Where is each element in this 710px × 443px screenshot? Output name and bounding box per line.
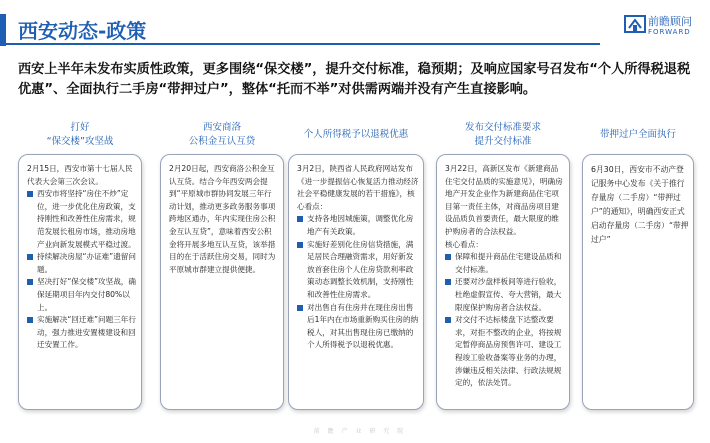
column-title-line: 西安商洛 [202, 122, 241, 133]
column-title [582, 118, 694, 152]
column-title-line: “保交楼”攻坚战 [46, 136, 114, 147]
policy-card [18, 154, 142, 410]
logo-icon [624, 12, 646, 34]
policy-column [436, 118, 570, 414]
policy-column [288, 118, 424, 414]
policy-column [18, 118, 142, 414]
title-block [0, 14, 490, 46]
card-bullet: 对出售自有住房并在现住房出售后1年内在市场重新购买住房的纳税人，对其出售现住房已缴纳的个人所得税予以退税优惠。 [297, 302, 419, 352]
summary-text: 西安上半年未发布实质性政策，更多围绕“保交楼”，提升交付标准，稳预期；及响应国家号召发布“个人所得税退税优惠”、全面执行二手房“带押过户”，整体“托而不举”对供需两端并没有产生直接影响。 [18, 62, 691, 97]
card-bullet: 还要对沙盘样板间等进行验收，杜绝虚假宣传、夸大营销，最大限度保护购房者合法权益。 [445, 276, 565, 314]
card-bullet: 持续解决房屋“办证难”遗留问题。 [27, 251, 137, 276]
card-bullet: 支持各地因城施策，调整优化房地产有关政策。 [297, 213, 419, 238]
column-title-line: 公积金互认互贷 [188, 136, 256, 147]
card-body [445, 163, 565, 390]
company-logo [624, 10, 704, 48]
card-body [297, 163, 419, 352]
header [0, 8, 710, 48]
footer-watermark: 前 瞻 产 业 研 究 院 [313, 428, 407, 435]
card-bullet: 对交付不达标楼盘下达整改要求，对拒不整改的企业，将按规定暂停商品房预售许可、建设工程竣工验收备案等业务的办理，涉嫌违反相关法律、行政法规规定的，依法处罚。 [445, 314, 565, 390]
policy-card [160, 154, 284, 410]
column-title-line: 提升交付标准 [474, 136, 532, 147]
policy-card [582, 154, 694, 410]
logo-text-cn: 前瞻顾问 [648, 15, 692, 28]
card-body [27, 163, 137, 352]
policy-card [436, 154, 570, 410]
column-title [288, 118, 424, 152]
column-title-line: 个人所得税予以退税优惠 [303, 129, 409, 140]
column-title-line: 发布交付标准要求 [464, 122, 541, 133]
card-bullet: 坚决打好“保交楼”攻坚战，确保延期项目年内交付80%以上。 [27, 276, 137, 314]
policy-column [160, 118, 284, 414]
column-title-line: 带押过户全面执行 [599, 129, 676, 140]
card-paragraph: 2月15日，西安市第十七届人民代表大会第三次会议。 [27, 164, 133, 186]
card-bullet: 实施好差别化住房信贷措施，满足居民合理融资需求，用好新发放首套住房个人住房贷款利率政策动态调整长效机制，支持刚性和改善性住房需求。 [297, 239, 419, 302]
card-bullet: 实施解决“回迁难”问题三年行动，强力推进安置楼建设和回迁安置工作。 [27, 314, 137, 352]
card-paragraph: 6月30日，西安市不动产登记服务中心发布《关于推行存量房（二手房）“带押过户”的通知》，明确西安正式启动存量房（二手房）“带押过户” [591, 165, 689, 244]
card-paragraph: 3月2日，陕西省人民政府网站发布《进一步提振信心恢复活力推动经济社会平稳健康发展的若干措施》，核心看点： [297, 164, 419, 211]
logo-text-en: FORWARD [648, 28, 691, 36]
card-body [169, 163, 279, 276]
card-body [591, 163, 689, 247]
card-bullet: 西安市将坚持“房住不炒”定位，进一步优化住房政策，支持刚性和改善性住房需求，规范发展长租房市场，推动房地产业向新发展模式平稳过渡。 [27, 188, 137, 251]
page-title: 西安动态-政策 [18, 19, 147, 43]
column-title [18, 118, 142, 152]
title-accent-bar [0, 14, 6, 46]
column-title [436, 118, 570, 152]
card-paragraph: 2月20日起，西安商洛公积金互认互贷。结合今年西安两会提到“平原城市群协同发展三年行动计划，推动更多政务服务事项跨地区通办，年内实现住房公积金互认互贷”，意味着西安公积金将开展多地互认互贷，该举措目的在于活跃住房交易，同时为平原城市群建立提供便捷。 [169, 164, 276, 274]
column-title-line: 打好 [70, 122, 90, 133]
column-title [160, 118, 284, 152]
card-bullet: 保障和提升商品住宅建设品质和交付标准。 [445, 251, 565, 276]
title-underline [0, 43, 600, 45]
card-paragraph: 核心看点： [445, 239, 483, 249]
policy-card [288, 154, 424, 410]
card-paragraph: 3月22日，高新区发布《新建商品住宅交付品质的实施意见》，明确房地产开发企业作为新建商品住宅项目第一责任主体，对商品房项目建设品质负首要责任，最大限度的维护购房者的合法权益。 [445, 164, 563, 236]
policy-column [582, 118, 694, 414]
